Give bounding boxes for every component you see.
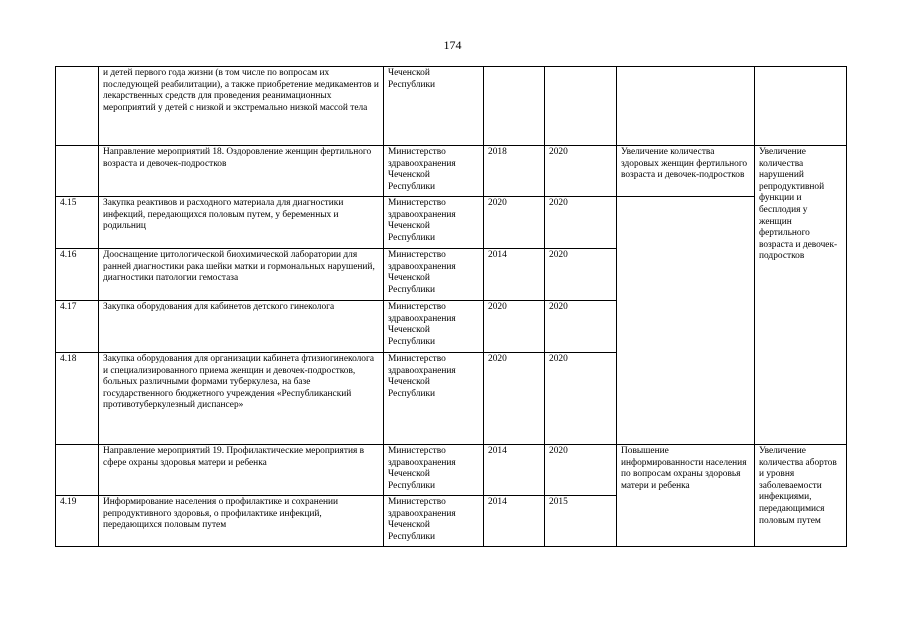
end-year: 2020 xyxy=(545,301,617,353)
start-year: 2014 xyxy=(484,445,545,496)
table-row xyxy=(56,445,847,496)
direct-result: Повышение информированности населения по вопросам охраны здоровья матери и ребенка xyxy=(617,445,755,547)
executor: Министерство здравоохранения Чеченской Республики xyxy=(384,445,484,496)
row-number: 4.17 xyxy=(56,301,99,353)
row-number xyxy=(56,445,99,496)
activity-name: Направление мероприятий 19. Профилактические мероприятия в сфере охраны здоровья матери и ребенка xyxy=(99,445,384,496)
activity-name: Дооснащение цитологической биохимической лаборатории для ранней диагностики рака шейки матки и гормональных нарушений, диагностики патологии гемостаза xyxy=(99,249,384,301)
program-activities-table xyxy=(55,66,847,547)
table-row xyxy=(56,67,847,146)
row-number: 4.19 xyxy=(56,496,99,547)
row-number xyxy=(56,67,99,146)
end-year: 2015 xyxy=(545,496,617,547)
end-year: 2020 xyxy=(545,353,617,445)
activity-name: Закупка оборудования для организации кабинета фтизиогинеколога и специализированного приема женщин и девочек-подростков, больных различными формами туберкулеза, на базе государственного бюджетного учреждения «Республиканский противотуберкулезный диспансер» xyxy=(99,353,384,445)
start-year: 2020 xyxy=(484,197,545,249)
row-number xyxy=(56,146,99,197)
start-year: 2014 xyxy=(484,249,545,301)
activity-name: Закупка оборудования для кабинетов детского гинеколога xyxy=(99,301,384,353)
direct-result-empty xyxy=(617,197,755,445)
executor: Министерство здравоохранения Чеченской Республики xyxy=(384,146,484,197)
row-number: 4.16 xyxy=(56,249,99,301)
row-number: 4.18 xyxy=(56,353,99,445)
row-number: 4.15 xyxy=(56,197,99,249)
executor: Министерство здравоохранения Чеченской Республики xyxy=(384,353,484,445)
executor: Министерство здравоохранения Чеченской Республики xyxy=(384,301,484,353)
start-year xyxy=(484,67,545,146)
page-number: 174 xyxy=(443,38,462,52)
start-year: 2020 xyxy=(484,301,545,353)
executor: Министерство здравоохранения Чеченской Республики xyxy=(384,249,484,301)
end-year: 2020 xyxy=(545,249,617,301)
executor: Министерство здравоохранения Чеченской Республики xyxy=(384,496,484,547)
table-row xyxy=(56,197,847,249)
executor: Чеченской Республики xyxy=(384,67,484,146)
activity-name: Направление мероприятий 18. Оздоровление женщин фертильного возраста и девочек-подростков xyxy=(99,146,384,197)
table-row xyxy=(56,146,847,197)
indicator: Увеличение количества абортов и уровня заболеваемости инфекциями, передающимися половым путем xyxy=(755,445,847,547)
end-year: 2020 xyxy=(545,146,617,197)
direct-result: Увеличение количества здоровых женщин фертильного возраста и девочек-подростков xyxy=(617,146,755,197)
start-year: 2014 xyxy=(484,496,545,547)
activity-name: и детей первого года жизни (в том числе по вопросам их последующей реабилитации), а также приобретение медикаментов и лекарственных средств для проведения реанимационных мероприятий у детей с низкой и экстремально низкой массой тела xyxy=(99,67,384,146)
end-year: 2020 xyxy=(545,197,617,249)
direct-result xyxy=(617,67,755,146)
start-year: 2020 xyxy=(484,353,545,445)
activity-name: Информирование населения о профилактике и сохранении репродуктивного здоровья, о профилактике инфекций, передающихся половым путем xyxy=(99,496,384,547)
executor: Министерство здравоохранения Чеченской Республики xyxy=(384,197,484,249)
activity-name: Закупка реактивов и расходного материала для диагностики инфекций, передающихся половым путем, у беременных и родильниц xyxy=(99,197,384,249)
end-year xyxy=(545,67,617,146)
indicator xyxy=(755,67,847,146)
indicator: Увеличение количества нарушений репродуктивной функции и бесплодия у женщин фертильного возраста и девочек-подростков xyxy=(755,146,847,445)
start-year: 2018 xyxy=(484,146,545,197)
end-year: 2020 xyxy=(545,445,617,496)
